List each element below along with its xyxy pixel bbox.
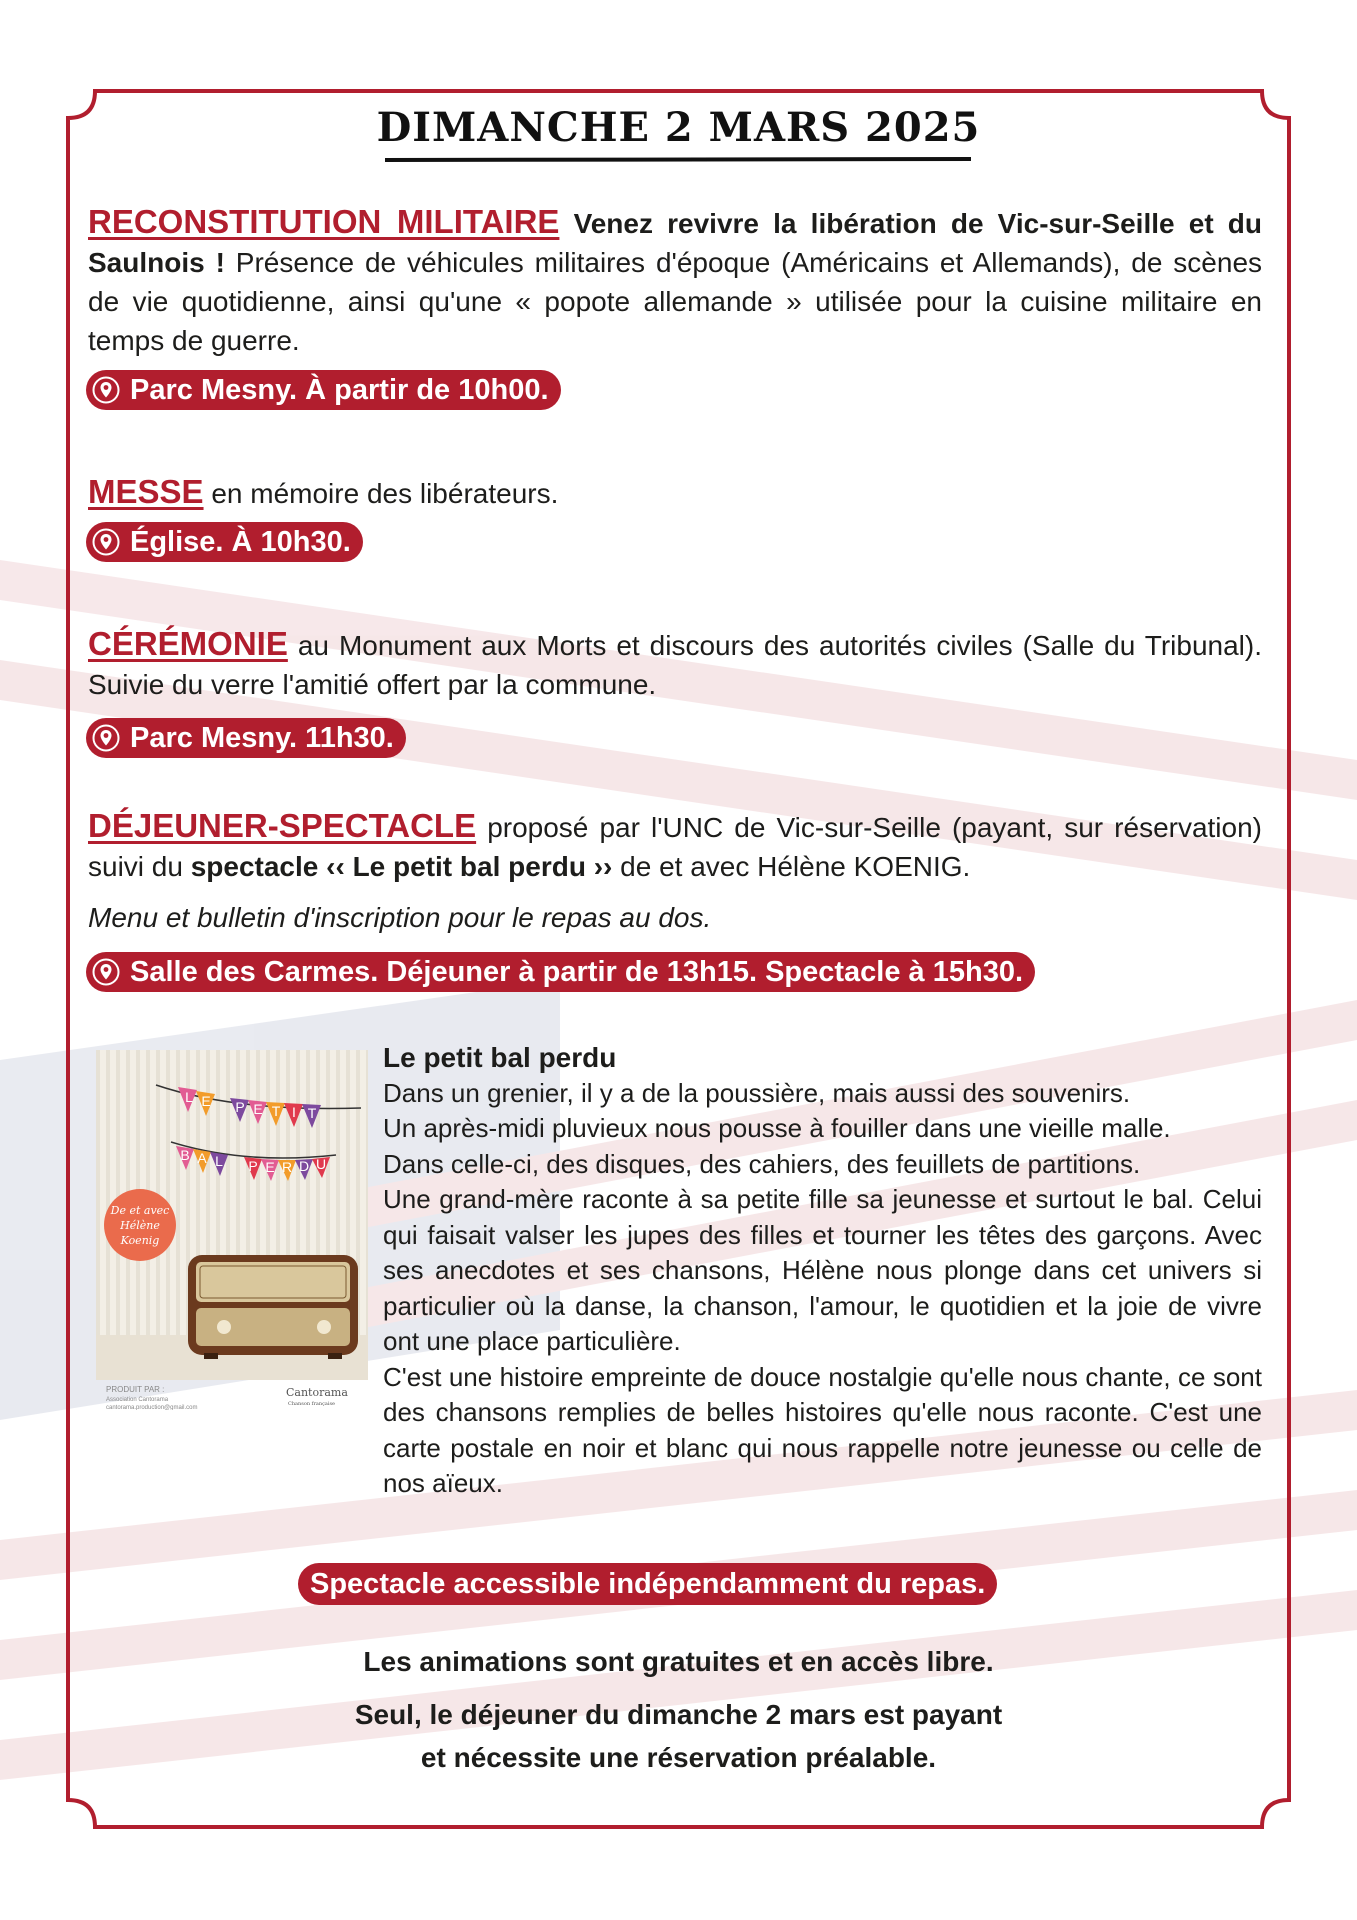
svg-text:Hélène: Hélène (120, 1219, 160, 1232)
event-heading: DÉJEUNER-SPECTACLE (88, 807, 477, 844)
show-poster-image (96, 1050, 368, 1410)
event-text: au Monument aux Morts et discours des autorités civiles (Salle du Tribunal). Suivie du verre l'amitié offert par la commune. (88, 630, 1263, 700)
location-pin-icon (92, 724, 120, 752)
event-text: Présence de véhicules militaires d'époque (Américains et Allemands), de scènes de vie quotidienne, ainsi qu'une « popote allemande » utilisée pour la cuisine militaire en temps de guerre. (88, 247, 1263, 356)
svg-text:U: U (315, 1156, 327, 1172)
svg-text:L: L (215, 1153, 223, 1169)
closing-line: Les animations sont gratuites et en accès libre. (363, 1646, 994, 1677)
event-messe (88, 472, 1262, 513)
location-text: Parc Mesny. À partir de 10h00. (130, 373, 549, 406)
svg-text:Chanson française: Chanson française (288, 1401, 335, 1407)
spectacle-paragraph: Un après-midi pluvieux nous pousse à fouiller dans une vieille malle. (383, 1113, 1171, 1143)
poster-credits (106, 1385, 197, 1410)
svg-text:E: E (265, 1159, 275, 1175)
event-heading: MESSE (88, 473, 204, 510)
spectacle-paragraph: C'est une histoire empreinte de douce nostalgie qu'elle nous chante, ce sont des chansons remplies de belles histoires qu'elle nous raconte. C'est une carte postale en noir et blanc qui nous rappelle notre jeunesse ou celle de nos aïeux. (383, 1361, 1262, 1498)
svg-text:B: B (180, 1147, 190, 1163)
spectacle-description (383, 1040, 1262, 1502)
svg-text:A: A (197, 1150, 207, 1166)
location-pill (86, 522, 363, 562)
event-dejeuner-spectacle (88, 806, 1262, 886)
svg-text:P: P (248, 1158, 258, 1174)
location-pill (86, 718, 406, 758)
event-lead: Venez revivre la libération de Vic-sur-Seille et du Saulnois ! (88, 208, 1263, 278)
location-pill (86, 370, 561, 410)
location-text: Salle des Carmes. Déjeuner à partir de 13h15. Spectacle à 15h30. (130, 955, 1024, 988)
svg-text:E: E (253, 1101, 263, 1117)
svg-text:E: E (201, 1093, 211, 1109)
spectacle-paragraph: Dans un grenier, il y a de la poussière, mais aussi des souvenirs. (383, 1077, 1131, 1108)
event-text: en mémoire des libérateurs. (211, 478, 559, 509)
closing-line: et nécessite une réservation préalable. (420, 1742, 937, 1773)
location-pin-icon (92, 376, 120, 404)
svg-text:PRODUIT PAR :: PRODUIT PAR : (106, 1385, 165, 1394)
svg-text:L: L (185, 1089, 193, 1105)
location-text: Parc Mesny. 11h30. (130, 721, 394, 754)
svg-text:D: D (298, 1158, 310, 1174)
svg-text:Association Cantorama: Association Cantorama (106, 1397, 169, 1403)
svg-text:P: P (235, 1099, 245, 1115)
event-text: de et avec Hélène KOENIG. (620, 851, 971, 882)
closing-line: Seul, le déjeuner du dimanche 2 mars est payant (354, 1699, 1003, 1730)
location-pin-icon (92, 958, 120, 986)
accessible-notice-badge: Spectacle accessible indépendamment du repas. (298, 1563, 997, 1605)
svg-text:R: R (281, 1159, 293, 1175)
svg-text:T: T (271, 1103, 281, 1119)
event-text: proposé par l'UNC de Vic-sur-Seille (payant, sur réservation) suivi du (88, 812, 1262, 882)
poster-radio-image (188, 1255, 358, 1359)
page-title: DIMANCHE 2 MARS 2025 (376, 104, 981, 151)
event-reconstitution (88, 202, 1262, 360)
event-note: Menu et bulletin d'inscription pour le repas au dos. (88, 902, 712, 933)
svg-text:Cantorama: Cantorama (286, 1386, 348, 1399)
event-heading: CÉRÉMONIE (88, 625, 288, 662)
event-heading: RECONSTITUTION MILITAIRE (88, 203, 560, 240)
location-text: Église. À 10h30. (130, 525, 351, 558)
svg-text:I: I (292, 1104, 296, 1120)
location-pin-icon (92, 528, 120, 556)
svg-text:Koenig: Koenig (120, 1234, 160, 1247)
title-underline (385, 155, 971, 165)
location-pill (86, 952, 1035, 992)
poster-brand-logo (286, 1386, 348, 1407)
closing-note (0, 1640, 1357, 1779)
poster-badge (104, 1189, 176, 1261)
event-text-strong: spectacle ‹‹ Le petit bal perdu ›› (190, 851, 613, 882)
svg-text:De et avec: De et avec (110, 1204, 170, 1217)
spectacle-title: Le petit bal perdu (383, 1042, 617, 1073)
event-ceremonie (88, 624, 1262, 704)
spectacle-paragraph: Une grand-mère raconte à sa petite fille sa jeunesse et surtout le bal. Celui qui faisait valser les jupes des filles et tourner les têtes des garçons. Avec ses anecdotes et ses chansons, Hélène nous plonge dans cet univers si particulier où la danse, la chanson, l'amour, le quotidien et la joie de vivre ont une place particulière. (383, 1184, 1262, 1356)
svg-text:T: T (307, 1105, 317, 1121)
svg-text:cantorama.production@gmail.com: cantorama.production@gmail.com (106, 1405, 198, 1410)
spectacle-paragraph: Dans celle-ci, des disques, des cahiers, des feuillets de partitions. (383, 1148, 1141, 1179)
